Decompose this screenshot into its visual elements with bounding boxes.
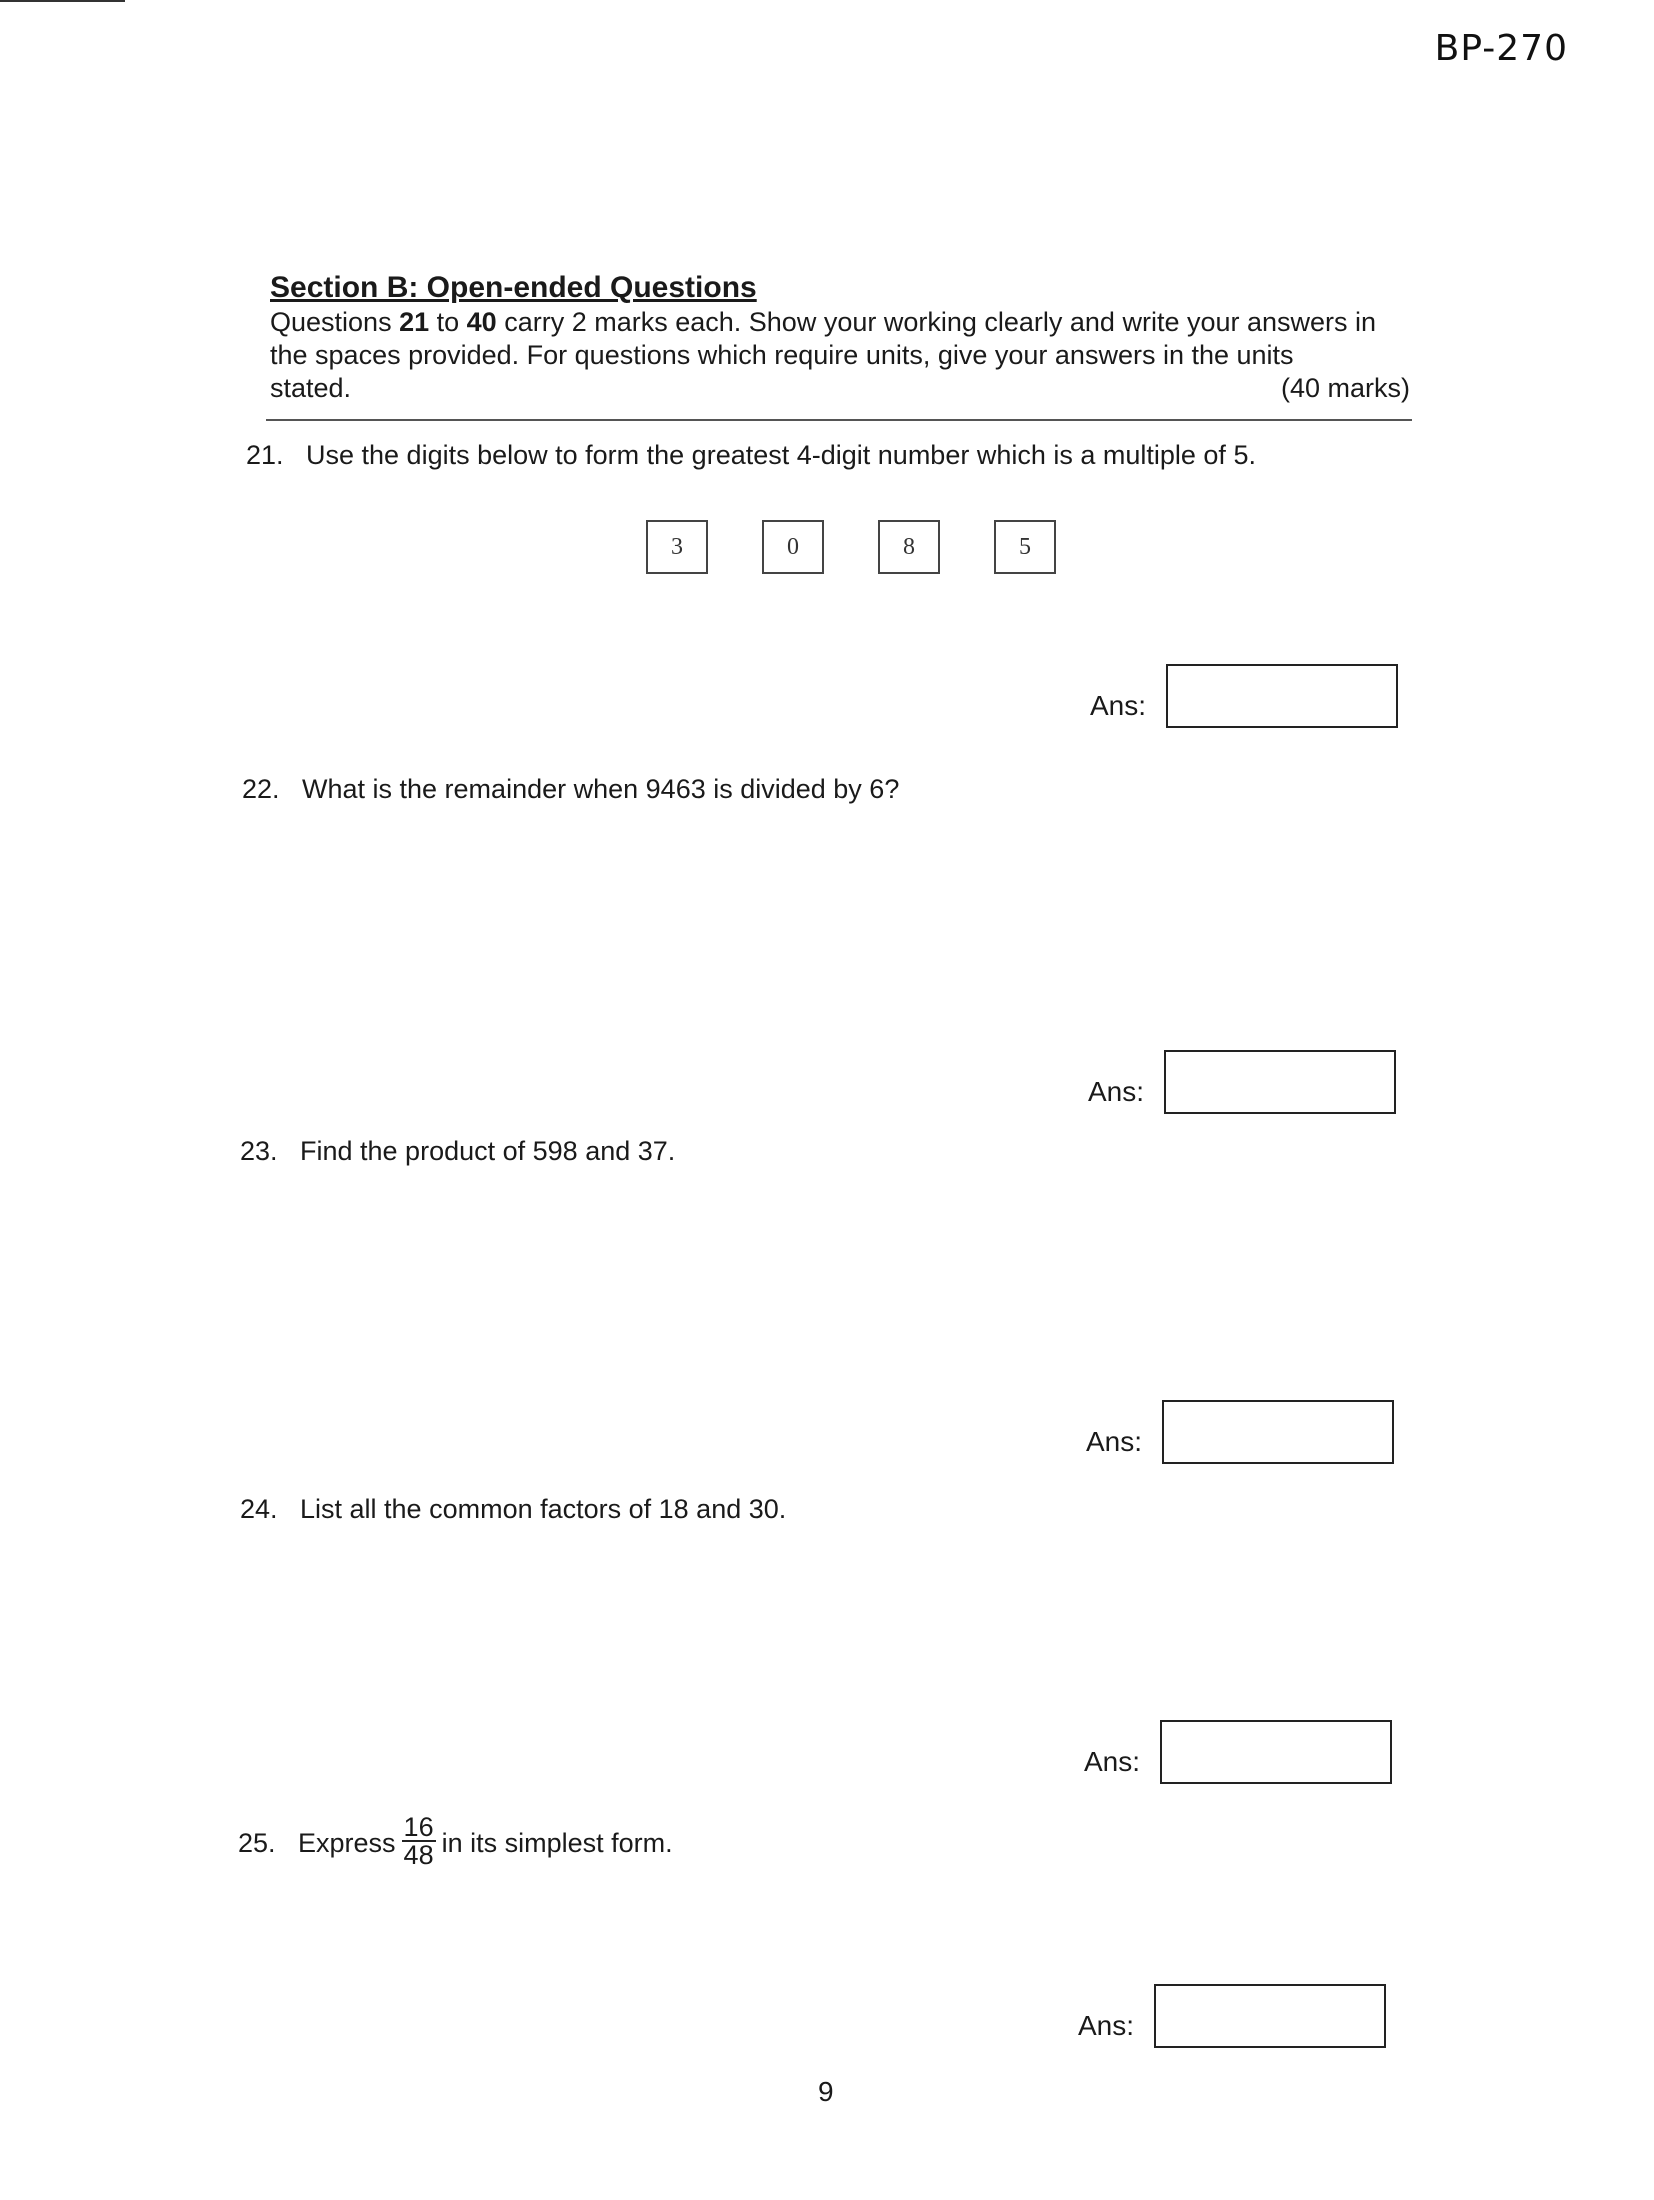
- digit-card: 0: [762, 520, 824, 574]
- question-text: Use the digits below to form the greatest 4-digit number which is a multiple of 5.: [306, 440, 1256, 470]
- question-number: 22.: [242, 774, 280, 804]
- section-header: [270, 270, 1410, 405]
- answer-label: Ans:: [1090, 690, 1147, 721]
- answer-24: [1084, 1720, 1392, 1784]
- scan-mark: [0, 0, 125, 2]
- section-divider: [266, 419, 1412, 421]
- section-marks: (40 marks): [1280, 373, 1410, 403]
- section-instructions: Questions 21 to 40 carry 2 marks each. Show your working clearly and write your answers in the spaces provided. For questions which require units, give your answers in the units: [270, 307, 1377, 370]
- question-text: Find the product of 598 and 37.: [300, 1136, 676, 1166]
- question-text: List all the common factors of 18 and 30.: [300, 1494, 787, 1524]
- digit-cards: [646, 520, 1056, 574]
- answer-22: [1088, 1050, 1396, 1114]
- question-22: [242, 772, 899, 806]
- answer-25: [1078, 1984, 1386, 2048]
- answer-23: [1086, 1400, 1394, 1464]
- question-23: [240, 1134, 675, 1168]
- answer-box-22[interactable]: [1164, 1050, 1396, 1114]
- digit-card: 3: [646, 520, 708, 574]
- question-24: [240, 1492, 786, 1526]
- question-number: 25.: [238, 1828, 276, 1859]
- question-25: [238, 1812, 673, 1872]
- page-number: 9: [818, 2076, 834, 2107]
- section-title: Section B: Open-ended Questions: [270, 271, 757, 304]
- answer-21: [1090, 664, 1398, 728]
- digit-card: 5: [994, 520, 1056, 574]
- digit-card: 8: [878, 520, 940, 574]
- question-text-after: in its simplest form.: [441, 1828, 673, 1859]
- question-text-before: Express: [298, 1828, 396, 1859]
- answer-label: Ans:: [1088, 1076, 1145, 1107]
- answer-box-23[interactable]: [1162, 1400, 1394, 1464]
- fraction-numerator: 16: [403, 1812, 434, 1842]
- answer-label: Ans:: [1084, 1746, 1141, 1777]
- question-text: What is the remainder when 9463 is divided by 6?: [302, 774, 900, 804]
- answer-box-21[interactable]: [1166, 664, 1398, 728]
- answer-box-24[interactable]: [1160, 1720, 1392, 1784]
- fraction: [402, 1814, 436, 1868]
- fraction-denominator: 48: [403, 1840, 434, 1870]
- question-number: 23.: [240, 1136, 278, 1166]
- answer-label: Ans:: [1078, 2010, 1135, 2041]
- answer-label: Ans:: [1086, 1426, 1143, 1457]
- paper-code: BP-270: [1434, 28, 1568, 69]
- instructions-last-line: [270, 372, 1410, 405]
- question-number: 24.: [240, 1494, 278, 1524]
- question-number: 21.: [246, 440, 284, 470]
- answer-box-25[interactable]: [1154, 1984, 1386, 2048]
- instructions-end: stated.: [270, 373, 352, 403]
- question-21: [246, 438, 1256, 472]
